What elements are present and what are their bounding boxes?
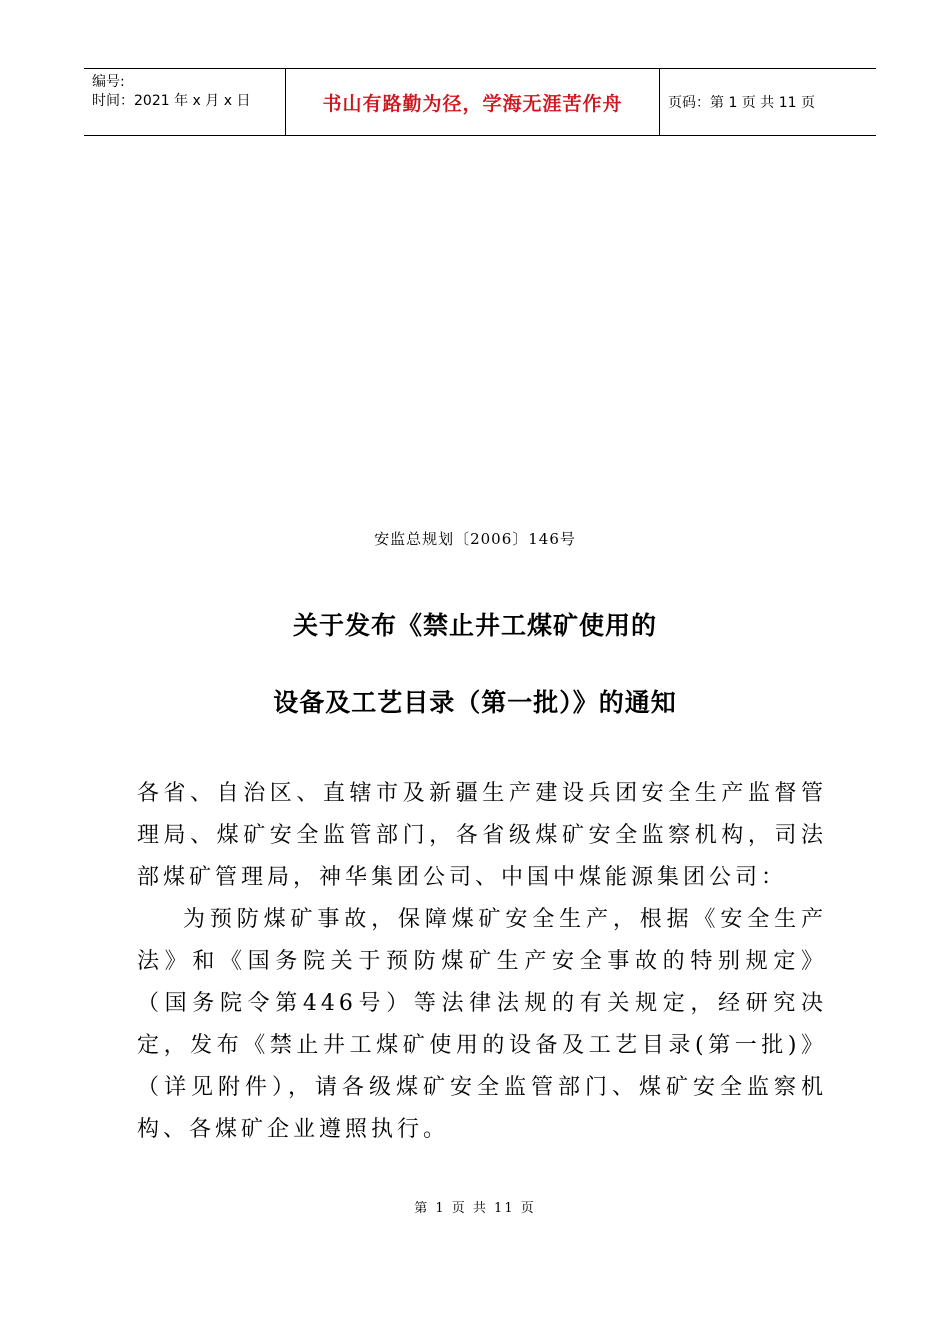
- header-page-info: 页码：第 1 页 共 11 页: [668, 95, 815, 111]
- header-motto: 书山有路勤为径，学海无涯苦作舟: [286, 69, 660, 135]
- body-paragraph: 为预防煤矿事故，保障煤矿安全生产，根据《安全生产法》和《国务院关于预防煤矿生产安全事故的特别规定》（国务院令第446号）等法律法规的有关规定，经研究决定，发布《禁止井工煤矿使用的设备及工艺目录(第一批)》（详见附件），请各级煤矿安全监管部门、煤矿安全监察机构、各煤矿企业遵照执行。: [137, 907, 827, 1142]
- document-title-line-1: 关于发布《禁止井工煤矿使用的: [292, 611, 657, 640]
- document-header: [84, 68, 876, 136]
- document-time-label: 时间：2021 年 x 月 x 日: [92, 93, 251, 109]
- addressee-paragraph: 各省、自治区、直辖市及新疆生产建设兵团安全生产监督管理局、煤矿安全监管部门，各省级煤矿安全监察机构，司法部煤矿管理局，神华集团公司、中国中煤能源集团公司：: [137, 781, 827, 890]
- document-title-line-2: 设备及工艺目录（第一批）》的通知: [273, 688, 677, 717]
- page-footer: 第 1 页 共 11 页: [414, 1201, 536, 1216]
- document-number-label: 编号:: [92, 74, 125, 90]
- header-meta: [84, 69, 286, 135]
- document-reference-number: 安监总规划〔2006〕146号: [374, 530, 576, 548]
